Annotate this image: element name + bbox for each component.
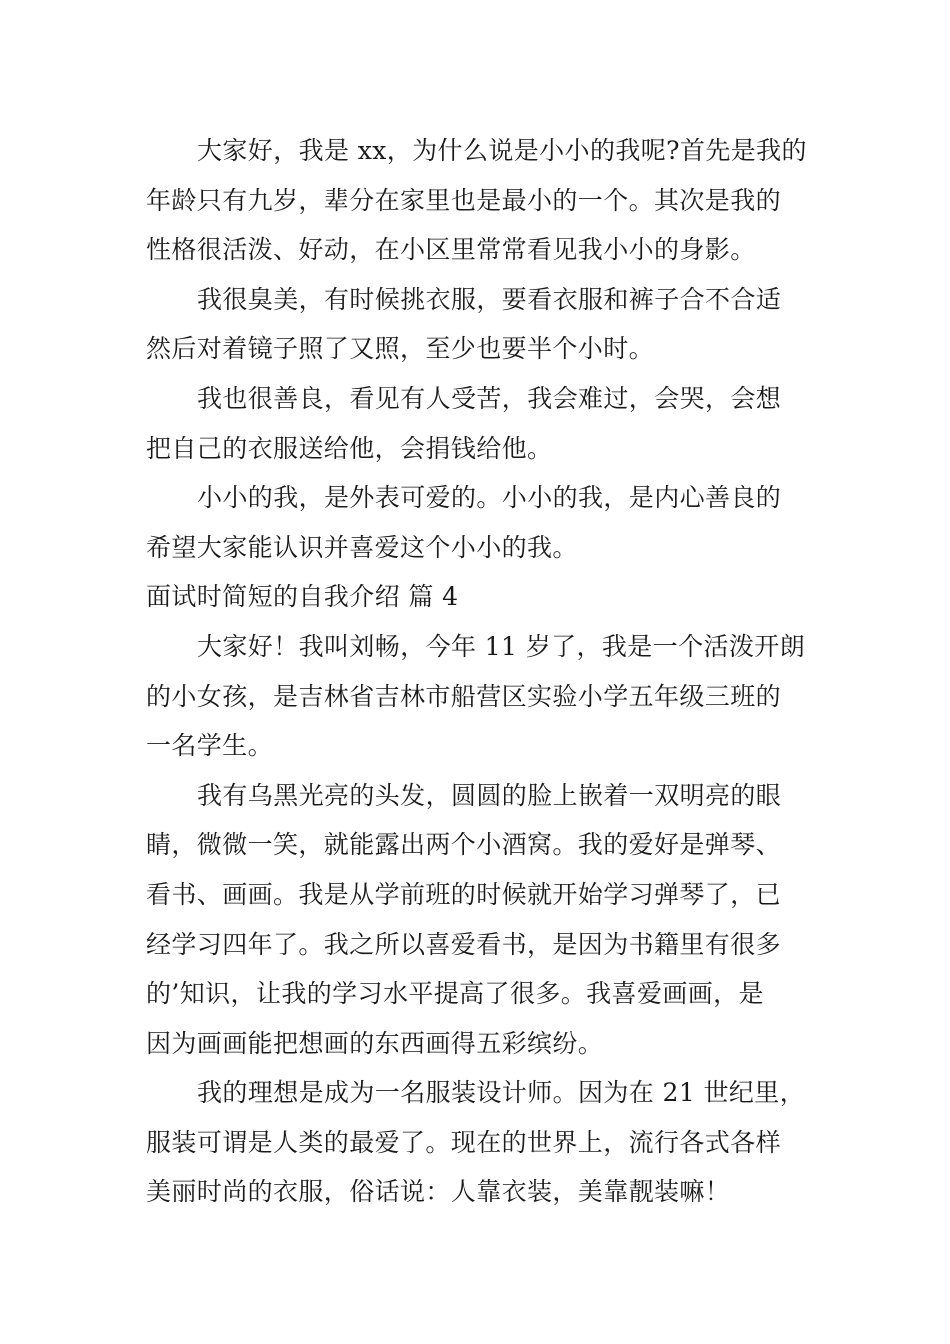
text-line: 性格很活泼、好动，在小区里常常看见我小小的身影。 <box>146 235 756 265</box>
text-line: 的小女孩，是吉林省吉林市船营区实验小学五年级三班的 <box>146 681 782 711</box>
text-line: 因为画画能把想画的东西画得五彩缤纷。 <box>146 1028 604 1058</box>
text-line: 我很臭美，有时候挑衣服，要看衣服和裤子合不合适 <box>197 284 782 314</box>
text-line: 然后对着镜子照了又照，至少也要半个小时。 <box>146 334 655 364</box>
text-line: 年龄只有九岁，辈分在家里也是最小的一个。其次是我的 <box>146 185 782 215</box>
text-line: 大家好！我叫刘畅，今年 11 岁了，我是一个活泼开朗 <box>197 631 806 661</box>
text-line: 一名学生。 <box>146 731 274 761</box>
text-line: 小小的我，是外表可爱的。小小的我，是内心善良的 <box>197 483 782 513</box>
text-line: 服装可谓是人类的最爱了。现在的世界上，流行各式各样 <box>146 1127 782 1157</box>
text-line: 睛，微微一笑，就能露出两个小酒窝。我的爱好是弹琴、 <box>146 830 782 860</box>
text-line: 把自己的衣服送给他，会捐钱给他。 <box>146 433 553 463</box>
section-heading: 面试时简短的自我介绍 篇 4 <box>146 582 459 612</box>
text-line: 美丽时尚的衣服，俗话说：人靠衣装，美靠靓装嘛！ <box>146 1177 731 1207</box>
document-body <box>146 126 810 1217</box>
text-line: 我也很善良，看见有人受苦，我会难过，会哭，会想 <box>197 383 782 413</box>
text-line: 我有乌黑光亮的头发，圆圆的脸上嵌着一双明亮的眼 <box>197 780 782 810</box>
text-line: 希望大家能认识并喜爱这个小小的我。 <box>146 532 578 562</box>
text-line: 我的理想是成为一名服装设计师。因为在 21 世纪里， <box>197 1078 806 1108</box>
text-line: 大家好，我是 xx，为什么说是小小的我呢?首先是我的 <box>197 136 807 165</box>
text-line: 看书、画画。我是从学前班的时候就开始学习弹琴了，已 <box>146 879 782 909</box>
text-line: 经学习四年了。我之所以喜爱看书，是因为书籍里有很多 <box>146 929 782 959</box>
text-line: 的’知识，让我的学习水平提高了很多。我喜爱画画，是 <box>146 979 764 1009</box>
